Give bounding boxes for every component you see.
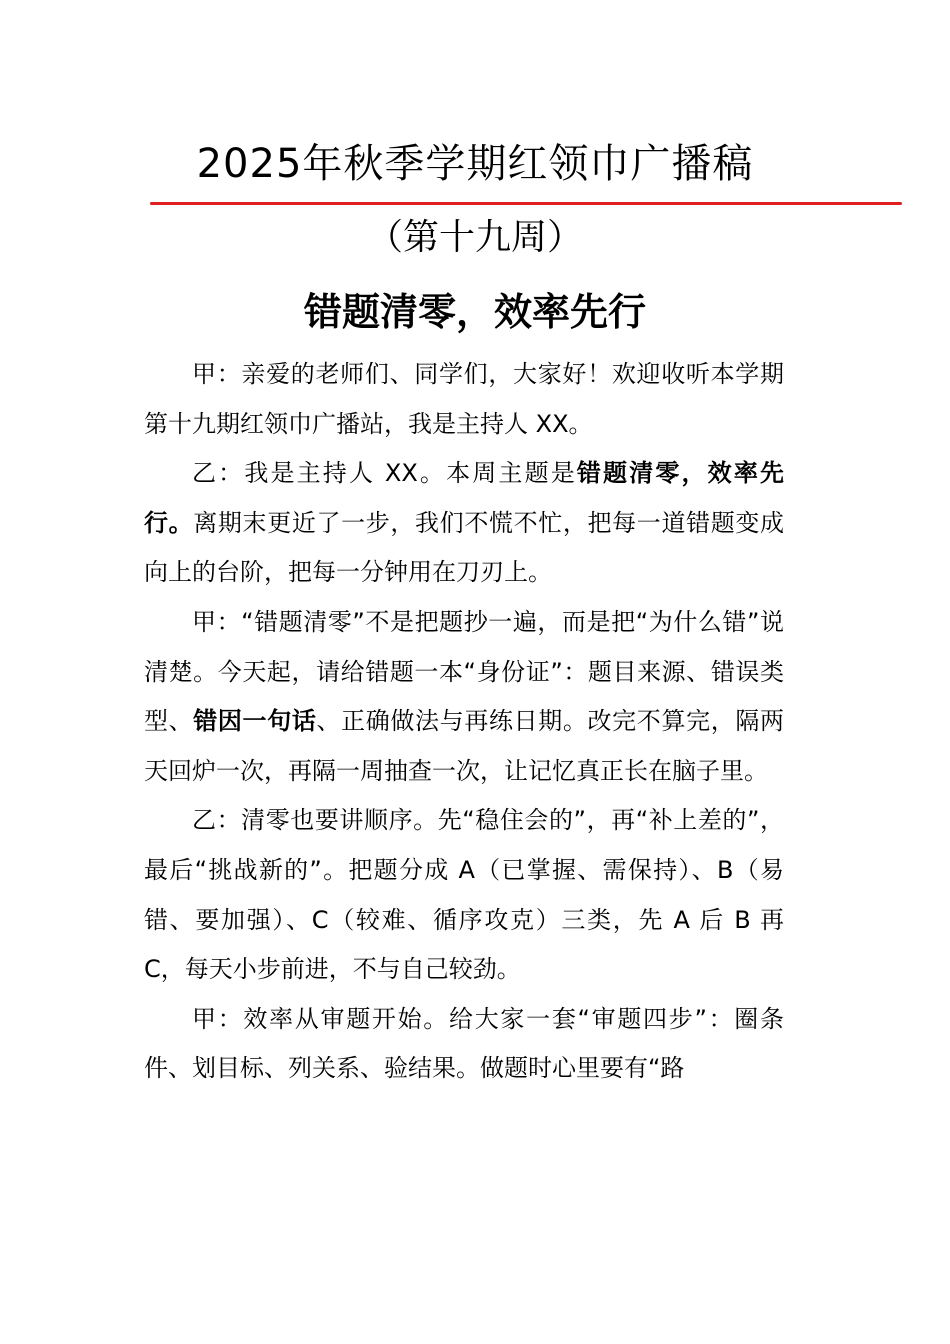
document-title: 2025年秋季学期红领巾广播稿 (196, 141, 754, 187)
text-run: 乙：我是主持人 XX。本周主题是 (192, 459, 577, 488)
paragraph-3 (144, 598, 784, 796)
bold-theme-text: 错题清零，效率先行。 (144, 459, 784, 537)
text-run: 甲：亲爱的老师们、同学们，大家好！欢迎收听本学期第十九期红领巾广播站，我是主持人 XX。 (144, 360, 784, 438)
text-run: 甲：“错题清零”不是把题抄一遍，而是把“为什么错”说清楚。今天起，请给错题一本“身份证”：题目来源、错误类型、 (144, 607, 784, 736)
paragraph-4 (144, 796, 784, 994)
text-run: 乙：清零也要讲顺序。先“稳住会的”，再“补上差的”，最后“挑战新的”。把题分成 A（已掌握、需保持）、B（易错、要加强）、C（较难、循序攻克）三类，先 A 后 B 再 C，每天小步前进，不与自己较劲。 (144, 806, 784, 984)
text-run: 离期末更近了一步，我们不慌不忙，把每一道错题变成向上的台阶，把每一分钟用在刀刃上。 (144, 508, 784, 587)
text-run: 甲：效率从审题开始。给大家一套“审题四步”：圈条件、划目标、列关系、验结果。做题时心里要有“路 (144, 1004, 784, 1083)
paragraph-5 (144, 995, 784, 1094)
paragraph-1 (144, 350, 784, 449)
text-run: 、正确做法与再练日期。改完不算完，隔两天回炉一次，再隔一周抽查一次，让记忆真正长在脑子里。 (144, 707, 785, 785)
paragraph-2 (144, 449, 784, 598)
bold-key-phrase: 错因一句话 (193, 707, 317, 736)
week-subtitle: （第十九周） (366, 217, 583, 258)
topic-heading: 错题清零，效率先行 (303, 290, 646, 334)
script-body (144, 350, 784, 1094)
title-underline (150, 202, 902, 205)
